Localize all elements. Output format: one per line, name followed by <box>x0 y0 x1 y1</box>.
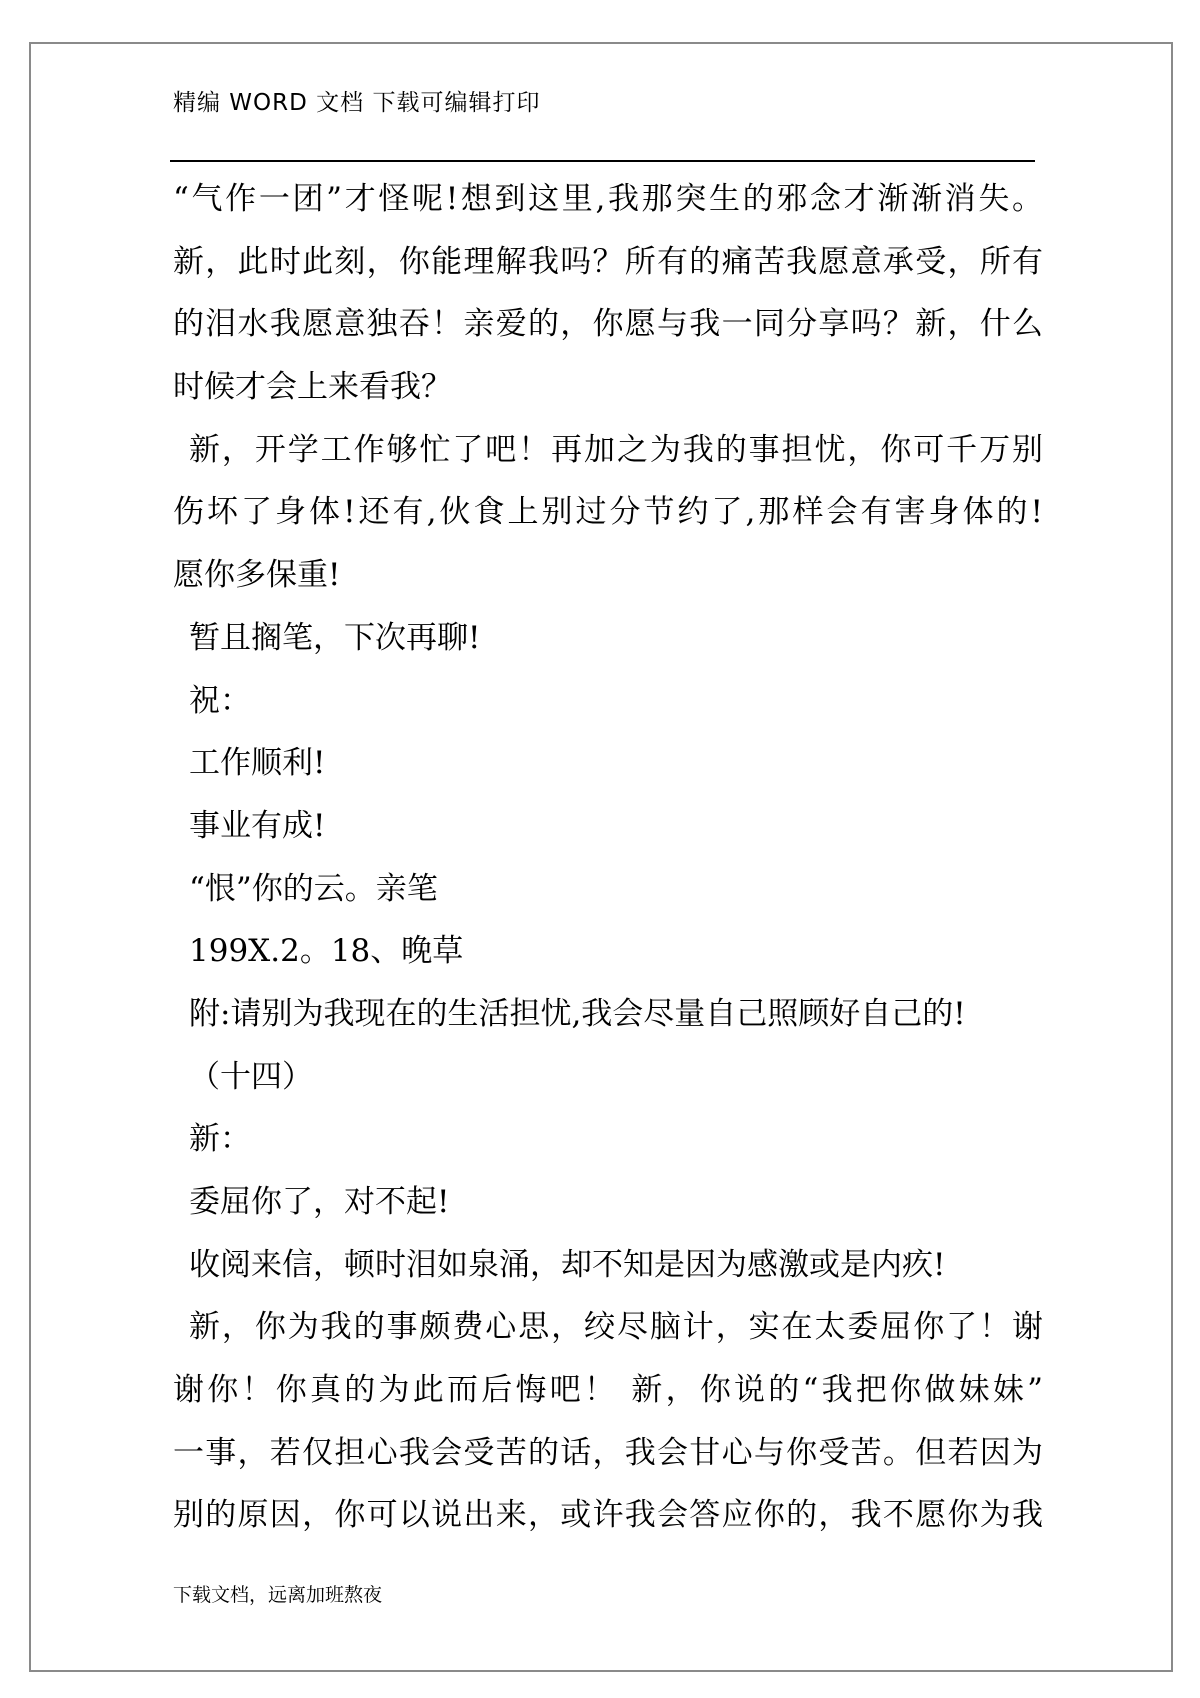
text-line: “气作一团”才怪呢!想到这里,我那突生的邪念才渐渐消失。 <box>173 181 1043 217</box>
text-line: 一事，若仅担心我会受苦的话，我会甘心与你受苦。但若因为 <box>173 1434 1043 1471</box>
text-line: 祝： <box>189 682 251 719</box>
text-line: 新，开学工作够忙了吧！再加之为我的事担忧，你可千万别 <box>189 431 1043 468</box>
text-line: 愿你多保重! <box>173 557 341 594</box>
postscript-line: 附:请别为我现在的生活担忧,我会尽量自己照顾好自己的! <box>189 995 966 1032</box>
header-divider <box>170 160 1035 162</box>
text-line: 委屈你了，对不起! <box>189 1184 450 1220</box>
page-header: 精编 WORD 文档 下载可编辑打印 <box>173 90 541 116</box>
text-line: 谢你！你真的为此而后悔吧！ 新，你说的“我把你做妹妹” <box>173 1372 1043 1409</box>
salutation-line: 新： <box>189 1121 251 1158</box>
date-line: 199X.2。18、晚草 <box>189 933 464 970</box>
text-line: 伤坏了身体!还有,伙食上别过分节约了,那样会有害身体的! <box>173 494 1043 531</box>
text-line: 新，你为我的事颇费心思，绞尽脑计，实在太委屈你了！谢 <box>189 1309 1043 1346</box>
text-line: 的泪水我愿意独吞！亲爱的，你愿与我一同分享吗？新，什么 <box>173 306 1043 343</box>
text-line: 事业有成! <box>189 807 326 844</box>
text-line: 时候才会上来看我？ <box>173 369 452 406</box>
text-line: 新，此时此刻，你能理解我吗？所有的痛苦我愿意承受，所有 <box>173 243 1043 280</box>
text-line: 暂且搁笔，下次再聊! <box>189 619 481 656</box>
text-line: 收阅来信，顿时泪如泉涌，却不知是因为感激或是内疚! <box>189 1246 946 1283</box>
text-line: 工作顺利! <box>189 745 326 782</box>
page-footer: 下载文档，远离加班熬夜 <box>173 1584 383 1606</box>
text-line: 别的原因，你可以说出来，或许我会答应你的，我不愿你为我 <box>173 1497 1043 1534</box>
letter-body <box>173 168 1043 1547</box>
section-heading: （十四） <box>189 1058 313 1095</box>
signature-line: “恨”你的云。亲笔 <box>189 870 438 907</box>
